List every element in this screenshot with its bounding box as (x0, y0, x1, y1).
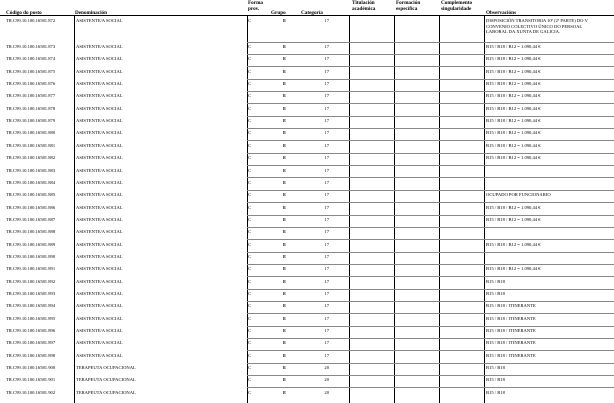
cell-denominacion: TERAPEUTA OCUPACIONAL (76, 365, 136, 371)
cell-categoria: 17 (324, 167, 329, 173)
cell-forma: C (248, 216, 252, 222)
cell-categoria: 17 (324, 340, 329, 346)
cell-forma: C (248, 68, 252, 74)
cell-codigo: TR.C99.10.100.16581.898 (6, 352, 56, 358)
cell-categoria: 17 (324, 118, 329, 124)
row-divider (247, 264, 614, 265)
cell-observacion: B15 / B18 / B12 = 1.090,44 € (486, 118, 541, 124)
cell-codigo: TR.C99.10.100.16581.893 (6, 291, 56, 296)
cell-forma: C (248, 18, 252, 23)
cell-categoria: 17 (324, 328, 329, 334)
cell-grupo: E (283, 216, 287, 222)
header-complemento-line2: singularidade (441, 6, 472, 12)
cell-grupo: E (283, 81, 287, 87)
cell-grupo: E (283, 167, 287, 173)
cell-forma: C (248, 291, 252, 296)
cell-codigo: TR.C99.10.100.16581.888 (6, 229, 56, 235)
header-observacions-text: Observacións (486, 10, 516, 16)
header-categoria-text: Categoría (301, 10, 323, 16)
cell-denominacion: ASISTENTE/A SOCIAL (76, 18, 123, 23)
cell-observacion: CONVENIO COLECTIVO ÚNICO DO PERSOAL (486, 23, 583, 29)
cell-categoria: 17 (324, 303, 329, 309)
cell-categoria: 17 (324, 68, 329, 74)
cell-categoria: 17 (324, 192, 329, 198)
cell-forma: C (248, 130, 252, 136)
cell-forma: C (248, 179, 252, 185)
cell-observacion: B15 / B18 (486, 389, 505, 395)
cell-categoria: 17 (324, 216, 329, 222)
cell-codigo: TR.C99.10.100.16581.902 (6, 389, 56, 395)
cell-denominacion: ASISTENTE/A SOCIAL (76, 68, 123, 74)
cell-denominacion: ASISTENTE/A SOCIAL (76, 253, 123, 259)
cell-forma: C (248, 340, 252, 346)
cell-codigo: TR.C99.10.100.16581.897 (6, 340, 56, 346)
cell-observacion: B15 / B18 / ITINERANTE (486, 315, 536, 321)
cell-codigo: TR.C99.10.100.16581.889 (6, 241, 56, 247)
cell-denominacion: ASISTENTE/A SOCIAL (76, 266, 123, 272)
cell-grupo: E (283, 118, 287, 124)
cell-forma: C (248, 155, 252, 161)
row-divider (247, 177, 614, 178)
cell-denominacion: ASISTENTE/A SOCIAL (76, 303, 123, 309)
cell-denominacion: ASISTENTE/A SOCIAL (76, 155, 123, 161)
cell-grupo: E (283, 142, 287, 148)
cell-categoria: 17 (324, 179, 329, 185)
cell-observacion: B15 / B18 / ITINERANTE (486, 352, 536, 358)
cell-denominacion: ASISTENTE/A SOCIAL (76, 352, 123, 358)
cell-grupo: E (283, 204, 287, 210)
cell-observacion: B15 / B18 (486, 278, 505, 284)
cell-codigo: TR.C99.10.100.16581.872 (6, 18, 56, 23)
cell-forma: C (248, 229, 252, 235)
cell-observacion: B15 / B18 / B12 = 1.090,44 € (486, 266, 541, 272)
cell-categoria: 20 (324, 365, 329, 371)
cell-forma: C (248, 377, 252, 383)
cell-observacion: B15 / B18 / B12 = 1.090,44 € (486, 105, 541, 111)
cell-categoria: 20 (324, 389, 329, 395)
cell-denominacion: ASISTENTE/A SOCIAL (76, 44, 123, 49)
cell-grupo: E (283, 18, 287, 23)
cell-denominacion: ASISTENTE/A SOCIAL (76, 229, 123, 235)
row-divider (247, 190, 614, 191)
cell-observacion: B15 / B18 (486, 365, 505, 371)
cell-denominacion: ASISTENTE/A SOCIAL (76, 340, 123, 346)
cell-forma: C (248, 303, 252, 309)
cell-grupo: E (283, 303, 287, 309)
cell-categoria: 17 (324, 81, 329, 87)
cell-codigo: TR.C99.10.100.16581.875 (6, 68, 56, 74)
cell-codigo: TR.C99.10.100.16581.900 (6, 365, 56, 371)
row-divider (247, 165, 614, 166)
cell-denominacion: ASISTENTE/A SOCIAL (76, 118, 123, 124)
cell-categoria: 17 (324, 155, 329, 161)
cell-categoria: 17 (324, 130, 329, 136)
cell-codigo: TR.C99.10.100.16581.894 (6, 303, 56, 309)
cell-observacion: B15 / B18 / B12 = 1.090,44 € (486, 81, 541, 87)
cell-codigo: TR.C99.10.100.16581.887 (6, 216, 56, 222)
cell-codigo: TR.C99.10.100.16581.901 (6, 377, 56, 383)
cell-codigo: TR.C99.10.100.16581.873 (6, 44, 56, 49)
cell-grupo: E (283, 93, 287, 99)
cell-observacion: OCUPADO POR FUNCIONARIO (486, 192, 551, 198)
cell-categoria: 17 (324, 44, 329, 49)
cell-grupo: E (283, 266, 287, 272)
cell-categoria: 17 (324, 93, 329, 99)
cell-forma: C (248, 278, 252, 284)
row-divider (247, 387, 614, 388)
row-divider (247, 103, 614, 104)
row-divider (247, 363, 614, 364)
cell-denominacion: ASISTENTE/A SOCIAL (76, 291, 123, 296)
cell-observacion: B15 / B18 / B12 = 1.090,44 € (486, 142, 541, 148)
header-titulacion-line1: Titulación (352, 0, 375, 6)
cell-codigo: TR.C99.10.100.16581.878 (6, 105, 56, 111)
cell-denominacion: ASISTENTE/A SOCIAL (76, 315, 123, 321)
cell-forma: C (248, 328, 252, 334)
cell-grupo: E (283, 155, 287, 161)
header-rule (0, 15, 614, 16)
cell-denominacion: ASISTENTE/A SOCIAL (76, 142, 123, 148)
header-forma (248, 0, 270, 16)
header-codigo-text: Código do posto (6, 10, 42, 16)
cell-codigo: TR.C99.10.100.16581.882 (6, 155, 56, 161)
cell-forma: C (248, 352, 252, 358)
cell-observacion: B15 / B18 / B12 = 1.090,44 € (486, 130, 541, 136)
cell-categoria: 17 (324, 315, 329, 321)
header-formacion-line2: específica (396, 6, 418, 12)
cell-codigo: TR.C99.10.100.16581.885 (6, 192, 56, 198)
row-divider (247, 79, 614, 80)
column-divider (439, 15, 440, 403)
row-divider (247, 313, 614, 314)
header-formacion (396, 0, 436, 16)
cell-denominacion: ASISTENTE/A SOCIAL (76, 81, 123, 87)
cell-denominacion: ASISTENTE/A SOCIAL (76, 130, 123, 136)
cell-grupo: E (283, 241, 287, 247)
cell-categoria: 17 (324, 18, 329, 23)
header-denominacion-text: Denominación (75, 10, 107, 16)
cell-grupo: E (283, 192, 287, 198)
cell-grupo: E (283, 389, 287, 395)
cell-observacion: B15 / B18 / B12 = 1.090,44 € (486, 216, 541, 222)
cell-categoria: 17 (324, 266, 329, 272)
row-divider (247, 66, 614, 67)
cell-grupo: E (283, 340, 287, 346)
cell-grupo: E (283, 105, 287, 111)
header-titulacion-line2: académica (352, 6, 376, 12)
row-divider (247, 350, 614, 351)
cell-categoria: 20 (324, 377, 329, 383)
cell-observacion: B15 / B18 / B12 = 1.090,44 € (486, 44, 541, 49)
column-divider (74, 15, 75, 403)
row-divider (247, 338, 614, 339)
row-divider (247, 301, 614, 302)
header-forma-line1: Forma (248, 0, 263, 6)
cell-grupo: E (283, 68, 287, 74)
cell-forma: C (248, 389, 252, 395)
column-divider (484, 15, 485, 403)
cell-denominacion: TERAPEUTA OCUPACIONAL (76, 389, 136, 395)
cell-codigo: TR.C99.10.100.16581.895 (6, 315, 56, 321)
row-divider (247, 215, 614, 216)
cell-denominacion: ASISTENTE/A SOCIAL (76, 204, 123, 210)
cell-grupo: E (283, 44, 287, 49)
cell-forma: C (248, 118, 252, 124)
row-divider (247, 326, 614, 327)
cell-grupo: E (283, 253, 287, 259)
cell-denominacion: ASISTENTE/A SOCIAL (76, 167, 123, 173)
cell-observacion: B15 / B18 / B12 = 1.090,44 € (486, 68, 541, 74)
cell-denominacion: ASISTENTE/A SOCIAL (76, 328, 123, 334)
cell-codigo: TR.C99.10.100.16581.896 (6, 328, 56, 334)
cell-codigo: TR.C99.10.100.16581.883 (6, 167, 56, 173)
cell-observacion: B15 / B18 / B12 = 1.090,44 € (486, 241, 541, 247)
cell-forma: C (248, 56, 252, 62)
cell-denominacion: ASISTENTE/A SOCIAL (76, 93, 123, 99)
row-divider (247, 42, 614, 43)
cell-codigo: TR.C99.10.100.16581.874 (6, 56, 56, 62)
cell-observacion: B15 / B18 / B12 = 1.090,44 € (486, 155, 541, 161)
cell-grupo: E (283, 56, 287, 62)
header-complemento-line1: Complemento (441, 0, 473, 6)
cell-forma: C (248, 204, 252, 210)
cell-grupo: E (283, 179, 287, 185)
cell-forma: C (248, 142, 252, 148)
cell-categoria: 17 (324, 105, 329, 111)
header-complemento (441, 0, 483, 16)
cell-categoria: 17 (324, 253, 329, 259)
header-titulacion (352, 0, 392, 16)
cell-codigo: TR.C99.10.100.16581.881 (6, 142, 56, 148)
cell-grupo: E (283, 352, 287, 358)
cell-denominacion: ASISTENTE/A SOCIAL (76, 179, 123, 185)
cell-observacion: B15 / B18 / B12 = 1.090,44 € (486, 204, 541, 210)
cell-forma: C (248, 81, 252, 87)
header-forma-line2: prov. (248, 6, 260, 12)
cell-forma: C (248, 93, 252, 99)
row-divider (247, 91, 614, 92)
cell-denominacion: TERAPEUTA OCUPACIONAL (76, 377, 136, 383)
row-divider (247, 289, 614, 290)
cell-denominacion: ASISTENTE/A SOCIAL (76, 241, 123, 247)
cell-categoria: 17 (324, 291, 329, 296)
cell-categoria: 17 (324, 142, 329, 148)
cell-grupo: E (283, 291, 287, 296)
cell-observacion: DISPOSICIÓN TRANSITORIA 10ª (2ª PARTE) DO V (486, 18, 588, 23)
cell-codigo: TR.C99.10.100.16581.876 (6, 81, 56, 87)
row-divider (247, 227, 614, 228)
cell-codigo: TR.C99.10.100.16581.880 (6, 130, 56, 136)
cell-forma: C (248, 105, 252, 111)
cell-forma: C (248, 365, 252, 371)
cell-observacion: B15 / B18 / B12 = 1.090,44 € (486, 93, 541, 99)
cell-denominacion: ASISTENTE/A SOCIAL (76, 278, 123, 284)
row-divider (247, 54, 614, 55)
cell-observacion: B15 / B18 (486, 291, 505, 296)
row-divider (247, 375, 614, 376)
header-formacion-line1: Formación (396, 0, 421, 6)
cell-codigo: TR.C99.10.100.16581.879 (6, 118, 56, 124)
row-divider (247, 202, 614, 203)
cell-denominacion: ASISTENTE/A SOCIAL (76, 192, 123, 198)
cell-forma: C (248, 315, 252, 321)
cell-grupo: E (283, 365, 287, 371)
cell-forma: C (248, 241, 252, 247)
column-divider (394, 15, 395, 403)
cell-observacion: B15 / B18 / ITINERANTE (486, 340, 536, 346)
cell-forma: C (248, 192, 252, 198)
cell-forma: C (248, 167, 252, 173)
row-divider (247, 128, 614, 129)
cell-observacion: B15 / B18 / B12 = 1.090,44 € (486, 56, 541, 62)
cell-forma: C (248, 44, 252, 49)
cell-denominacion: ASISTENTE/A SOCIAL (76, 105, 123, 111)
cell-codigo: TR.C99.10.100.16581.886 (6, 204, 56, 210)
cell-forma: C (248, 266, 252, 272)
cell-grupo: E (283, 315, 287, 321)
cell-observacion: B15 / B18 (486, 377, 505, 383)
cell-forma: C (248, 253, 252, 259)
cell-categoria: 17 (324, 56, 329, 62)
row-divider (247, 116, 614, 117)
cell-categoria: 17 (324, 241, 329, 247)
cell-codigo: TR.C99.10.100.16581.877 (6, 93, 56, 99)
row-divider (247, 153, 614, 154)
cell-grupo: E (283, 328, 287, 334)
cell-grupo: E (283, 229, 287, 235)
header-grupo-text: Grupo (271, 10, 286, 16)
cell-codigo: TR.C99.10.100.16581.891 (6, 266, 56, 272)
cell-grupo: E (283, 278, 287, 284)
cell-codigo: TR.C99.10.100.16581.884 (6, 179, 56, 185)
cell-categoria: 17 (324, 204, 329, 210)
cell-observacion: B15 / B18 / ITINERANTE (486, 303, 536, 309)
cell-codigo: TR.C99.10.100.16581.890 (6, 253, 56, 259)
cell-grupo: E (283, 130, 287, 136)
cell-observacion: LABORAL DA XUNTA DE GALICIA. (486, 29, 561, 35)
row-divider (247, 252, 614, 253)
cell-denominacion: ASISTENTE/A SOCIAL (76, 56, 123, 62)
row-divider (247, 239, 614, 240)
cell-observacion: B15 / B18 / ITINERANTE (486, 328, 536, 334)
cell-grupo: E (283, 377, 287, 383)
row-divider (247, 140, 614, 141)
row-divider (247, 276, 614, 277)
cell-denominacion: ASISTENTE/A SOCIAL (76, 216, 123, 222)
cell-categoria: 17 (324, 352, 329, 358)
cell-categoria: 17 (324, 278, 329, 284)
cell-categoria: 17 (324, 229, 329, 235)
cell-codigo: TR.C99.10.100.16581.892 (6, 278, 56, 284)
column-divider (349, 15, 350, 403)
